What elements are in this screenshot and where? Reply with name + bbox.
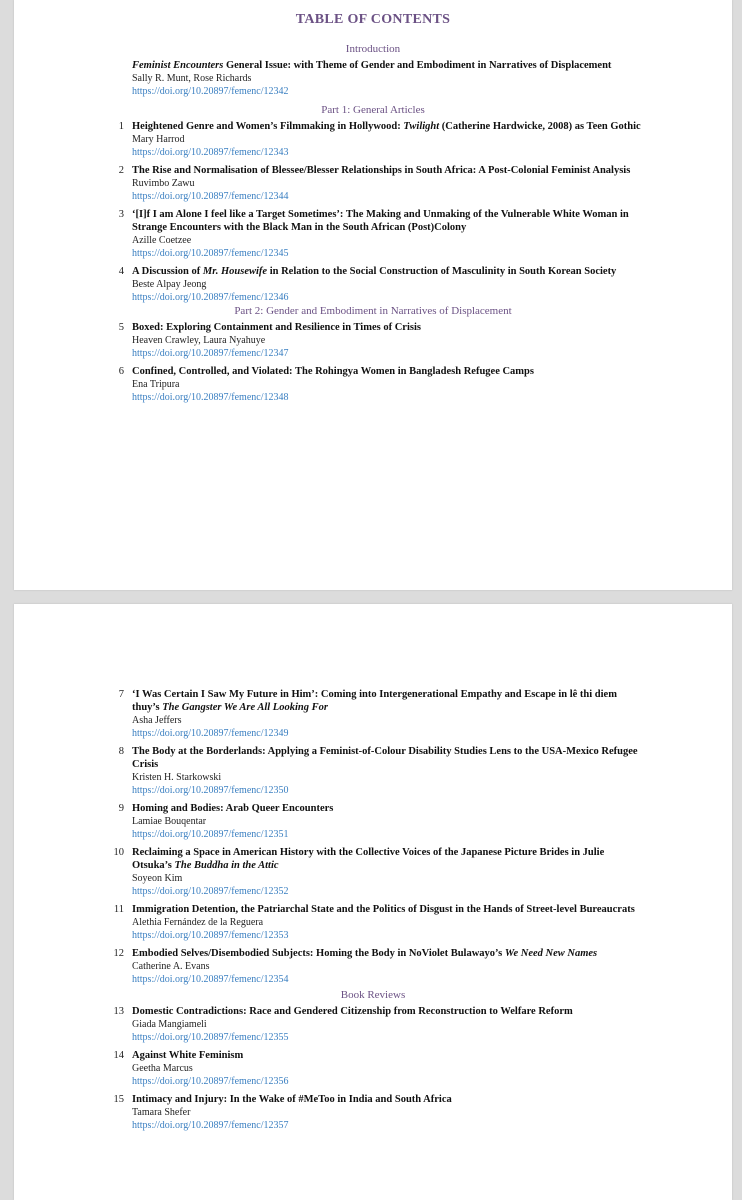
entry-title: ‘[I]f I am Alone I feel like a Target Sometimes’: The Making and Unmaking of the Vulnerable White Woman in Strange Encounters with the Black Man in the South African (Post)Colony xyxy=(132,209,629,233)
toc-entry-14 xyxy=(14,1049,732,1088)
entry-authors: Soyeon Kim xyxy=(132,873,183,884)
toc-entry-1 xyxy=(14,120,732,159)
entry-doi-link[interactable]: https://doi.org/10.20897/femenc/12352 xyxy=(132,886,289,897)
entry-title: Boxed: Exploring Containment and Resilience in Times of Crisis xyxy=(132,322,421,333)
entry-doi-link[interactable]: https://doi.org/10.20897/femenc/12357 xyxy=(132,1120,289,1131)
entry-authors: Lamiae Bouqentar xyxy=(132,816,207,827)
entry-authors: Ena Tripura xyxy=(132,379,180,390)
toc-entry-5 xyxy=(14,321,732,360)
entry-title: Against White Feminism xyxy=(132,1050,244,1061)
entry-title: Intimacy and Injury: In the Wake of #MeToo in India and South Africa xyxy=(132,1094,452,1105)
entry-doi-link[interactable]: https://doi.org/10.20897/femenc/12350 xyxy=(132,785,289,796)
toc-entry-6 xyxy=(14,365,732,404)
entry-number: 9 xyxy=(118,803,124,814)
entry-authors: Kristen H. Starkowski xyxy=(132,772,222,783)
entry-title: Immigration Detention, the Patriarchal State and the Politics of Disgust in the Hands of Street-level Bureaucrats xyxy=(132,904,635,915)
toc-entry-intro xyxy=(14,59,732,98)
entry-title: Domestic Contradictions: Race and Gendered Citizenship from Reconstruction to Welfare Reform xyxy=(132,1006,573,1017)
entry-authors: Azille Coetzee xyxy=(132,235,192,246)
toc-entry-12 xyxy=(14,947,732,986)
section-heading-book-reviews: Book Reviews xyxy=(340,989,406,1001)
page-title: TABLE OF CONTENTS xyxy=(295,12,451,27)
toc-entry-4 xyxy=(14,265,732,304)
entry-number: 6 xyxy=(118,366,124,377)
entry-number: 13 xyxy=(113,1006,124,1017)
entry-title: The Rise and Normalisation of Blessee/Blesser Relationships in South Africa: A Post-Colonial Feminist Analysis xyxy=(132,165,631,176)
entry-doi-link[interactable]: https://doi.org/10.20897/femenc/12351 xyxy=(132,829,289,840)
entry-number: 15 xyxy=(113,1094,124,1105)
entry-number: 14 xyxy=(113,1050,124,1061)
toc-entry-3 xyxy=(14,208,732,260)
entry-number: 10 xyxy=(113,847,124,858)
entry-title: The Body at the Borderlands: Applying a Feminist-of-Colour Disability Studies Lens to the USA-Mexico Refugee Crisis xyxy=(132,746,638,770)
entry-number: 2 xyxy=(118,165,124,176)
entry-number: 12 xyxy=(113,948,124,959)
toc-entry-10 xyxy=(14,846,732,898)
entry-authors: Giada Mangiameli xyxy=(132,1019,207,1030)
toc-entry-7 xyxy=(14,688,732,740)
entry-number: 3 xyxy=(118,209,124,220)
section-heading-part-1: Part 1: General Articles xyxy=(321,104,425,116)
entry-number: 7 xyxy=(118,689,124,700)
entry-doi-link[interactable]: https://doi.org/10.20897/femenc/12342 xyxy=(132,86,289,97)
section-heading-part-2: Part 2: Gender and Embodiment in Narratives of Displacement xyxy=(234,305,512,317)
toc-entry-13 xyxy=(14,1005,732,1044)
entry-authors: Ruvimbo Zawu xyxy=(132,178,195,189)
entry-authors: Geetha Marcus xyxy=(132,1063,193,1074)
entry-doi-link[interactable]: https://doi.org/10.20897/femenc/12343 xyxy=(132,147,289,158)
entry-doi-link[interactable]: https://doi.org/10.20897/femenc/12349 xyxy=(132,728,289,739)
entry-authors: Catherine A. Evans xyxy=(132,961,210,972)
entry-number: 11 xyxy=(113,904,124,915)
section-heading-introduction: Introduction xyxy=(345,43,401,55)
entry-doi-link[interactable]: https://doi.org/10.20897/femenc/12344 xyxy=(132,191,289,202)
entry-doi-link[interactable]: https://doi.org/10.20897/femenc/12355 xyxy=(132,1032,289,1043)
entry-doi-link[interactable]: https://doi.org/10.20897/femenc/12356 xyxy=(132,1076,289,1087)
entry-title: Heightened Genre and Women’s Filmmaking in Hollywood: Twilight (Catherine Hardwicke, 2008) as Teen Gothic xyxy=(132,121,641,132)
page-top-margin xyxy=(14,604,732,688)
toc-entry-9 xyxy=(14,802,732,841)
entry-doi-link[interactable]: https://doi.org/10.20897/femenc/12346 xyxy=(132,292,289,303)
entry-authors: Beste Alpay Jeong xyxy=(132,279,207,290)
entry-doi-link[interactable]: https://doi.org/10.20897/femenc/12348 xyxy=(132,392,289,403)
entry-title: Feminist Encounters General Issue: with Theme of Gender and Embodiment in Narratives of Displacement xyxy=(132,60,612,71)
toc-entry-11 xyxy=(14,903,732,942)
entry-doi-link[interactable]: https://doi.org/10.20897/femenc/12354 xyxy=(132,974,289,985)
entry-number: 8 xyxy=(118,746,124,757)
entry-title: ‘I Was Certain I Saw My Future in Him’: Coming into Intergenerational Empathy and Escape in lê thi diem thuy’s The Gangster We Are All Looking For xyxy=(132,689,617,713)
entry-number: 1 xyxy=(118,121,124,132)
entry-doi-link[interactable]: https://doi.org/10.20897/femenc/12345 xyxy=(132,248,289,259)
entry-title: Confined, Controlled, and Violated: The Rohingya Women in Bangladesh Refugee Camps xyxy=(132,366,534,377)
toc-entry-2 xyxy=(14,164,732,203)
document-page-2 xyxy=(14,604,732,1200)
entry-authors: Asha Jeffers xyxy=(132,715,182,726)
entry-doi-link[interactable]: https://doi.org/10.20897/femenc/12353 xyxy=(132,930,289,941)
toc-entry-15 xyxy=(14,1093,732,1132)
entry-authors: Sally R. Munt, Rose Richards xyxy=(132,73,252,84)
entry-title: Homing and Bodies: Arab Queer Encounters xyxy=(132,803,334,814)
entry-title: Reclaiming a Space in American History with the Collective Voices of the Japanese Picture Brides in Julie Otsuka’s The Buddha in the Attic xyxy=(132,847,605,871)
entry-title: A Discussion of Mr. Housewife in Relation to the Social Construction of Masculinity in South Korean Society xyxy=(132,266,617,277)
entry-authors: Alethia Fernández de la Reguera xyxy=(132,917,264,928)
entry-authors: Mary Harrod xyxy=(132,134,185,145)
entry-authors: Heaven Crawley, Laura Nyahuye xyxy=(132,335,266,346)
document-page-1 xyxy=(14,0,732,590)
entry-doi-link[interactable]: https://doi.org/10.20897/femenc/12347 xyxy=(132,348,289,359)
entry-number: 4 xyxy=(118,266,124,277)
toc-entry-8 xyxy=(14,745,732,797)
entry-number: 5 xyxy=(118,322,124,333)
entry-title: Embodied Selves/Disembodied Subjects: Homing the Body in NoViolet Bulawayo’s We Need New Names xyxy=(132,948,598,959)
entry-authors: Tamara Shefer xyxy=(132,1107,191,1118)
